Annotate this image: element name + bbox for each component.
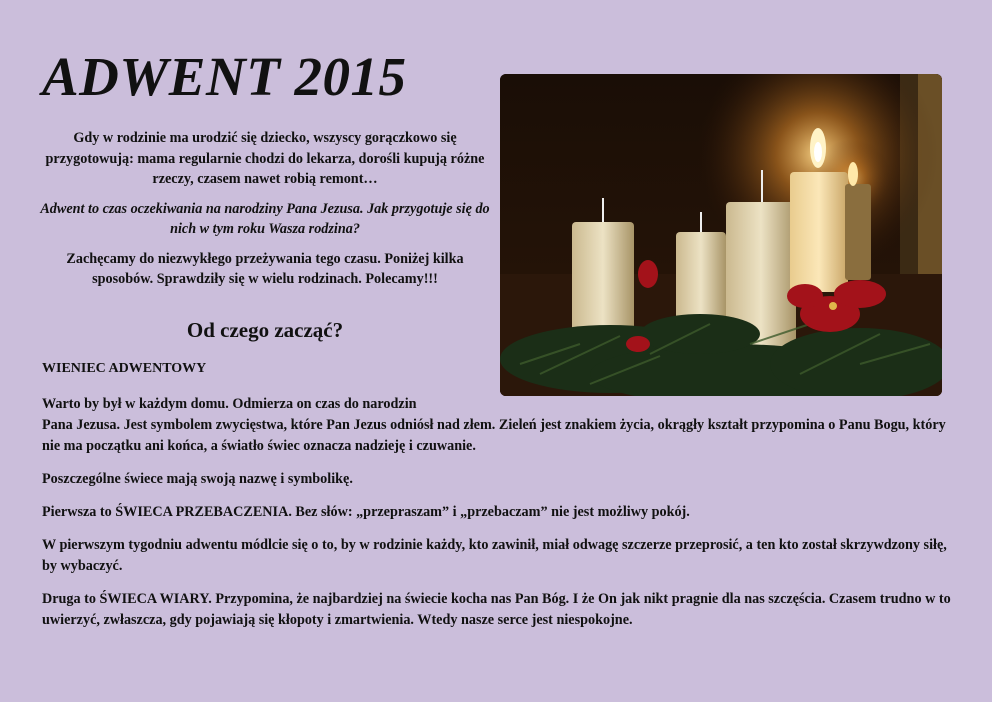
body-paragraph-4: W pierwszym tygodniu adwentu módlcie się o to, by w rodzinie każdy, kto zawinił, miał odwagę szczerze przeprosić, a ten kto został skrzywdzony siłę, by wybaczyć. — [42, 537, 947, 574]
body-paragraph-2: Poszczególne świece mają swoją nazwę i symbolikę. — [42, 471, 353, 487]
candle-4 — [790, 172, 848, 292]
section-label: WIENIEC ADWENTOWY — [42, 361, 207, 376]
body-text — [42, 394, 962, 643]
page-title: ADWENT 2015 — [42, 46, 407, 107]
advent-wreath-illustration — [500, 74, 942, 396]
candle-1 — [572, 222, 634, 340]
body-paragraph-5: Druga to ŚWIECA WIARY. Przypomina, że najbardziej na świecie kocha nas Pan Bóg. I że On jak nikt pragnie dla nas szczęścia. Czasem trudno w to uwierzyć, zwłaszcza, gdy pojawiają się kłopoty i zmartwienia. Wtedy nasze serce jest niespokojne. — [42, 591, 951, 628]
candle-2 — [676, 232, 726, 328]
section-heading: Od czego zacząć? — [186, 318, 344, 342]
advent-wreath-photo — [500, 74, 942, 396]
body-paragraph-1-rest: Pana Jezusa. Jest symbolem zwycięstwa, które Pan Jezus odniósł nad złem. Zieleń jest znakiem życia, okrągły kształt przypomina o Panu Bogu, który nie ma początku ani końca, a światło świec oznacza nadzieję i czuwanie. — [42, 417, 946, 454]
intro-paragraph-2: Adwent to czas oczekiwania na narodziny Pana Jezusa. Jak przygotuje się do nich w tym roku Wasza rodzina? — [40, 200, 490, 237]
intro-paragraph-3: Zachęcamy do niezwykłego przeżywania tego czasu. Poniżej kilka sposobów. Sprawdziły się w wielu rodzinach. Polecamy!!! — [66, 250, 464, 287]
body-paragraph-1 — [42, 394, 962, 457]
intro-block — [40, 128, 490, 299]
body-paragraph-3: Pierwsza to ŚWIECA PRZEBACZENIA. Bez słów: „przepraszam” i „przebaczam” nie jest możliwy pokój. — [42, 504, 690, 520]
body-paragraph-1-line-1: Warto by był w każdym domu. Odmierza on czas do narodzin — [42, 396, 417, 412]
intro-paragraph-1: Gdy w rodzinie ma urodzić się dziecko, wszyscy gorączkowo się przygotowują: mama regularnie chodzi do lekarza, dorośli kupują różne rzeczy, czasem nawet robią remont… — [45, 130, 485, 187]
